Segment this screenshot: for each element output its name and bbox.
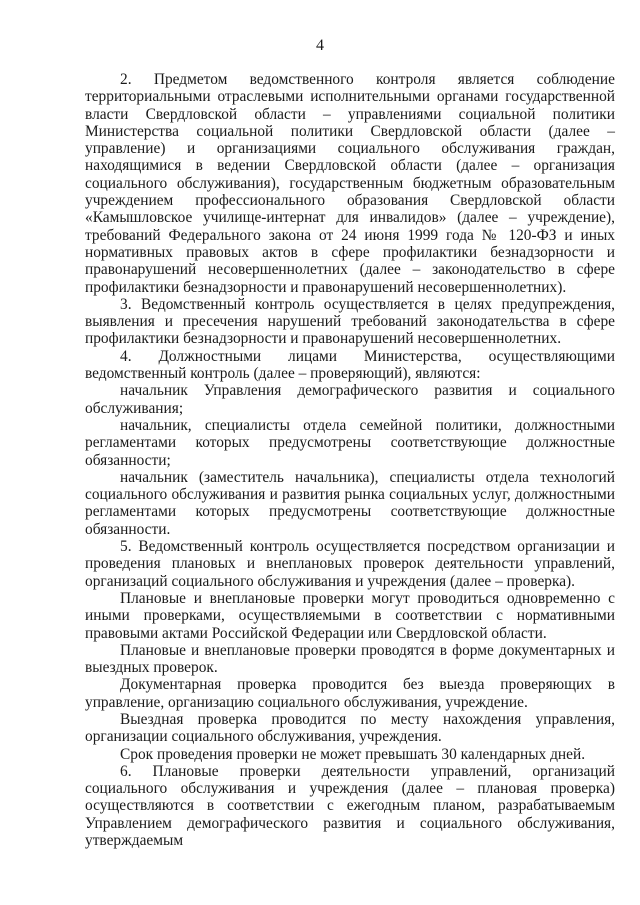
paragraph-planned-checks: 6. Плановые проверки деятельности управлений, организаций социального обслуживания и учреждения (далее – плановая проверка) осуществляются в соответствии с ежегодным планом, разрабатываемым Управлением демографического развития и социального обслуживания, утверждаемым [85, 762, 615, 850]
list-item-official: начальник, специалисты отдела семейной политики, должностными регламентами которых предусмотрены соответствующие должностные обязанности; [85, 416, 615, 469]
paragraph-concurrent-checks: Плановые и внеплановые проверки могут проводиться одновременно с иными проверками, осуществляемыми в соответствии с нормативными правовыми актами Российской Федерации или Свердловской области. [85, 589, 615, 642]
list-item-official: начальник Управления демографического развития и социального обслуживания; [85, 382, 615, 417]
paragraph-officials: 4. Должностными лицами Министерства, осуществляющими ведомственный контроль (далее – проверяющий), являются: [85, 347, 615, 383]
paragraph-subject-of-control: 2. Предметом ведомственного контроля является соблюдение территориальными отраслевыми исполнительными органами государственной власти Свердловской области – управлениями социальной политики Министерства социальной политики Свердловской области (далее – управление) и организациями социального обслуживания граждан, находящимися в ведении Свердловской области (далее – организация социального обслуживания), государственным бюджетным образовательным учреждением профессионального образования Свердловской области «Камышловское училище-интернат для инвалидов» (далее – учреждение), требований Федерального закона от 24 июня 1999 года № 120-ФЗ и иных нормативных правовых актов в сфере профилактики безнадзорности и правонарушений несовершеннолетних (далее – законодательство в сфере профилактики безнадзорности и правонарушений несовершеннолетних). [85, 71, 615, 296]
page-number: 4 [316, 37, 324, 54]
list-item-official: начальник (заместитель начальника), специалисты отдела технологий социального обслуживания и развития рынка социальных услуг, должностными регламентами которых предусмотрены соответствующие должностные обязанности. [85, 468, 615, 538]
paragraph-onsite-check: Выездная проверка проводится по месту нахождения управления, организации социального обслуживания, учреждения. [85, 710, 615, 746]
paragraph-check-duration: Срок проведения проверки не может превышать 30 календарных дней. [120, 745, 586, 763]
paragraph-check-forms: Плановые и внеплановые проверки проводятся в форме документарных и выездных проверок. [85, 641, 615, 677]
paragraph-documentary-check: Документарная проверка проводится без выезда проверяющих в управление, организацию социального обслуживания, учреждение. [85, 676, 615, 711]
paragraph-control-purpose: 3. Ведомственный контроль осуществляется в целях предупреждения, выявления и пресечения нарушений требований законодательства в сфере профилактики безнадзорности и правонарушений несовершеннолетних. [85, 295, 615, 348]
document-body [85, 71, 615, 849]
paragraph-control-method: 5. Ведомственный контроль осуществляется посредством организации и проведения плановых и внеплановых проверок деятельности управлений, организаций социального обслуживания и учреждения (далее – проверка). [85, 538, 615, 590]
